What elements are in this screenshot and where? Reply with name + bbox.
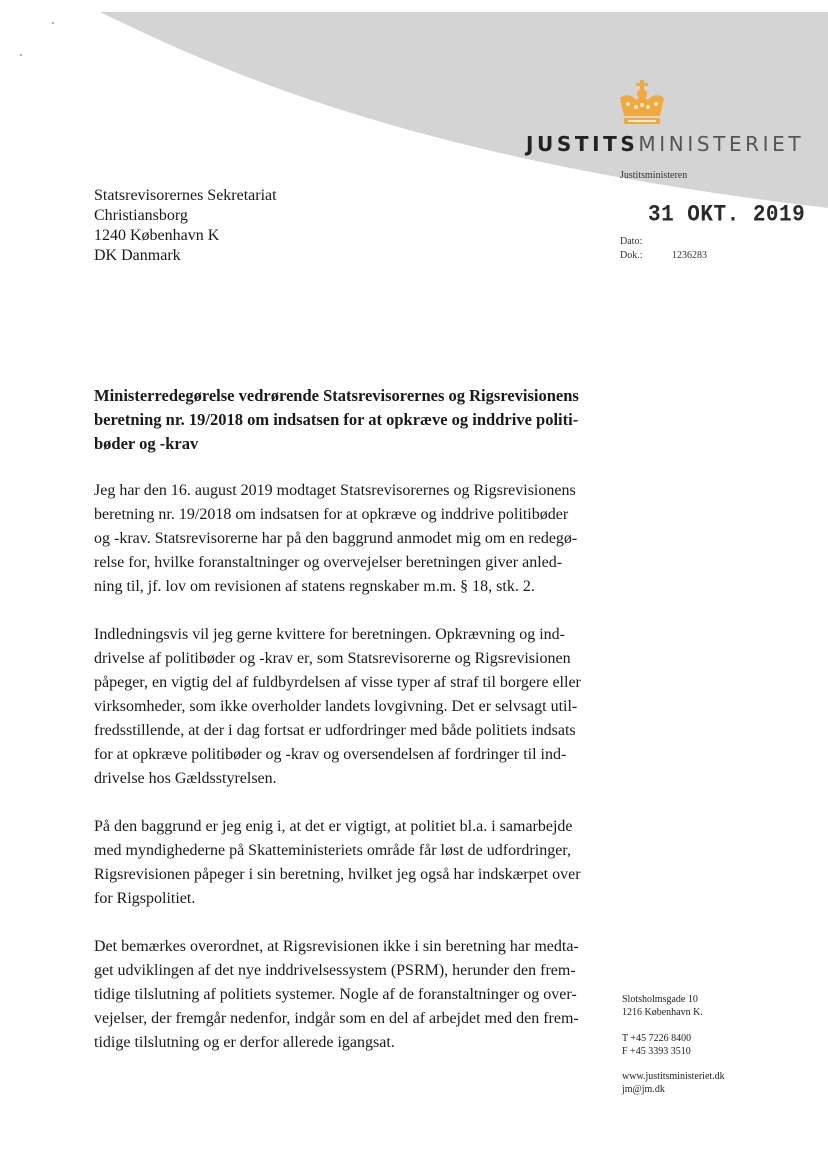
paragraph-line: beretning nr. 19/2018 om indsatsen for at opkræve og inddrive politibøder	[94, 506, 569, 523]
scan-speck	[52, 22, 54, 24]
address-line: DK Danmark	[94, 247, 181, 264]
paragraph-line: drivelse hos Gældsstyrelsen.	[94, 770, 277, 787]
body-paragraph-1	[94, 479, 604, 599]
footer-fax: F +45 3393 3510	[622, 1046, 691, 1057]
body-paragraph-4	[94, 935, 604, 1055]
received-date-stamp: 31 OKT. 2019	[648, 202, 806, 229]
address-line: 1240 København K	[94, 227, 220, 244]
paragraph-line: fredsstillende, at der i dag fortsat er udfordringer med både politiets indsats	[94, 722, 576, 739]
wordmark-bold: JUSTITS	[526, 132, 639, 156]
ministry-wordmark	[526, 132, 804, 156]
footer-phone: T +45 7226 8400	[622, 1033, 692, 1044]
recipient-address	[94, 186, 277, 266]
footer-street: Slotsholmsgade 10	[622, 994, 698, 1005]
footer-address	[622, 993, 703, 1019]
paragraph-line: drivelse af politibøder og -krav er, som Statsrevisorerne og Rigsrevisionen	[94, 650, 571, 667]
paragraph-line: Det bemærkes overordnet, at Rigsrevisionen ikke i sin beretning har medta-	[94, 938, 579, 955]
paragraph-line: ning til, jf. lov om revisionen af statens regnskaber m.m. § 18, stk. 2.	[94, 578, 535, 595]
title-line: bøder og -krav	[94, 434, 199, 453]
paragraph-line: Rigsrevisionen påpeger i sin beretning, hvilket jeg også har indskærpet over	[94, 866, 581, 883]
wordmark-light: MINISTERIET	[638, 132, 805, 156]
footer-online	[622, 1070, 725, 1096]
body-paragraph-3	[94, 815, 604, 911]
paragraph-line: virksomheder, som ikke overholder landets lovgivning. Det er selvsagt util-	[94, 698, 578, 715]
crown-icon	[614, 80, 670, 128]
title-line: beretning nr. 19/2018 om indsatsen for at opkræve og inddrive politi-	[94, 410, 579, 429]
footer-email-link[interactable]: jm@jm.dk	[622, 1084, 665, 1095]
paragraph-line: tidige tilslutning af politiets systemer. Nogle af de foranstaltninger og over-	[94, 986, 577, 1003]
paragraph-line: påpeger, en vigtig del af fuldbyrdelsen af visse typer af straf til borgere eller	[94, 674, 581, 691]
date-label: Dato:	[620, 236, 643, 247]
scan-speck	[20, 54, 22, 56]
paragraph-line: og -krav. Statsrevisorerne har på den baggrund anmodet mig om en redegø-	[94, 530, 578, 547]
sender-unit: Justitsministeren	[620, 170, 688, 181]
paragraph-line: Jeg har den 16. august 2019 modtaget Statsrevisorernes og Rigsrevisionens	[94, 482, 576, 499]
title-line: Ministerredegørelse vedrørende Statsrevisorernes og Rigsrevisionens	[94, 386, 579, 405]
paragraph-line: med myndighederne på Skatteministeriets område får løst de udfordringer,	[94, 842, 571, 859]
paragraph-line: for Rigspolitiet.	[94, 890, 196, 907]
footer-web-link[interactable]: www.justitsministeriet.dk	[622, 1071, 725, 1082]
paragraph-line: for at opkræve politibøder og -krav og oversendelsen af fordringer til ind-	[94, 746, 567, 763]
paragraph-line: På den baggrund er jeg enig i, at det er vigtigt, at politiet bl.a. i samarbejde	[94, 818, 573, 835]
paragraph-line: vejelser, der fremgår nedenfor, indgår som en del af arbejdet med den frem-	[94, 1010, 579, 1027]
address-line: Christiansborg	[94, 207, 188, 224]
footer-city: 1216 København K.	[622, 1007, 703, 1018]
document-label: Dok.:	[620, 250, 643, 261]
letter-title	[94, 384, 614, 456]
paragraph-line: relse for, hvilke foranstaltninger og overvejelser beretningen giver anled-	[94, 554, 563, 571]
document-number: 1236283	[672, 250, 707, 261]
address-line: Statsrevisorernes Sekretariat	[94, 187, 277, 204]
footer-contact	[622, 1032, 691, 1058]
paragraph-line: Indledningsvis vil jeg gerne kvittere for beretningen. Opkrævning og ind-	[94, 626, 566, 643]
paragraph-line: tidige tilslutning og er derfor allerede igangsat.	[94, 1034, 395, 1051]
body-paragraph-2	[94, 623, 604, 791]
paragraph-line: get udviklingen af det nye inddrivelsessystem (PSRM), herunder den frem-	[94, 962, 576, 979]
